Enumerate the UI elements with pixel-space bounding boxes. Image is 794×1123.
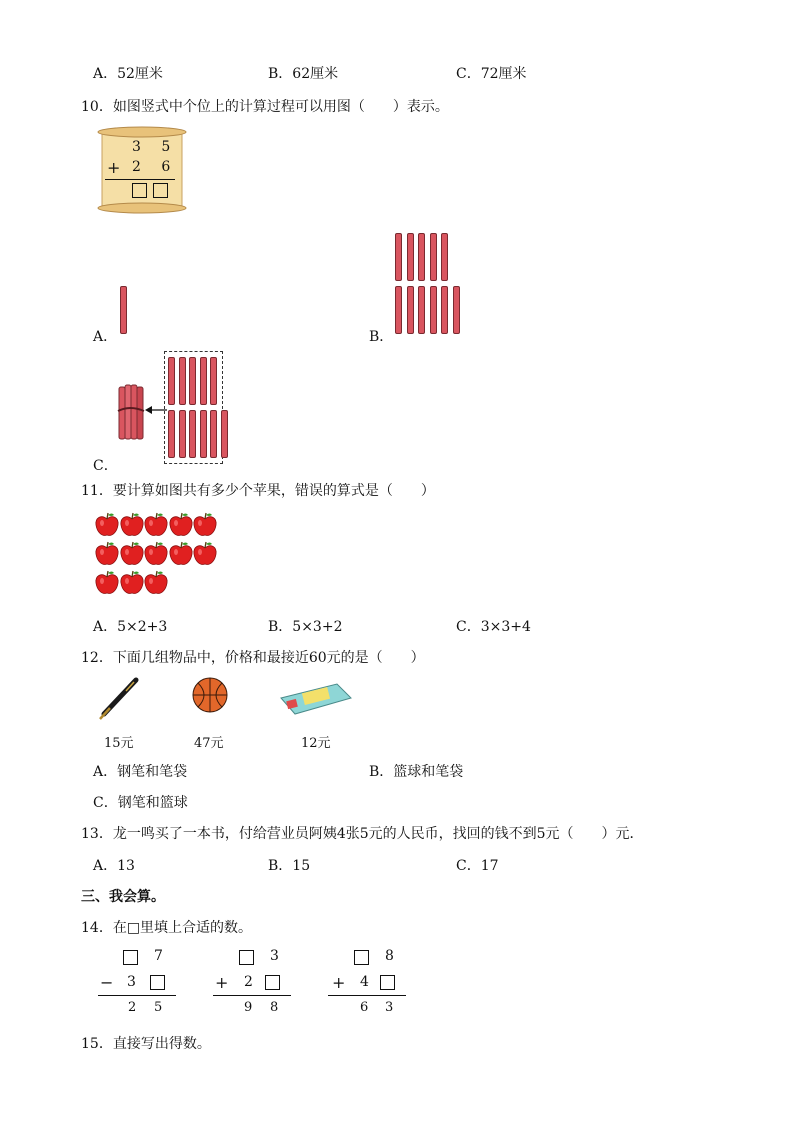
b-stick-bottom [441, 286, 448, 334]
apple-icon [95, 541, 119, 567]
q9-option-b[interactable]: B．62厘米 [268, 66, 339, 82]
b-stick-top [395, 233, 402, 281]
apple-icon [120, 541, 144, 567]
p3-box-tens[interactable] [354, 950, 369, 965]
q12-option-b[interactable]: B．篮球和笔袋 [369, 764, 464, 780]
q15-question: 15．直接写出得数。 [81, 1036, 211, 1052]
q10-option-a[interactable]: A． [93, 329, 118, 345]
q10-question: 10．如图竖式中个位上的计算过程可以用图（ ）表示。 [81, 99, 449, 115]
c-stick-bottom [210, 410, 217, 458]
q11-option-b[interactable]: B．5×3+2 [268, 619, 343, 635]
c-stick-top [210, 357, 217, 405]
scroll-line [105, 179, 175, 180]
p2-top-ones: 3 [270, 948, 279, 964]
scroll-top-number: 3 5 [132, 139, 179, 155]
p3-operator: + [332, 973, 346, 992]
apple-icon [169, 512, 193, 538]
b-stick-bottom [407, 286, 414, 334]
q14-problem-3 [328, 948, 408, 1018]
b-stick-bottom [453, 286, 460, 334]
scroll-plus-sign: + [107, 158, 121, 177]
p1-line [98, 995, 176, 996]
b-stick-bottom [430, 286, 437, 334]
scroll-answer-box-1 [132, 183, 147, 198]
c-stick-bottom [221, 410, 228, 458]
p2-result-tens: 9 [244, 1000, 253, 1015]
b-stick-bottom [395, 286, 402, 334]
q10-option-c[interactable]: C． [93, 458, 118, 474]
bundle-icon [115, 383, 145, 441]
b-stick-top [430, 233, 437, 281]
pen-icon [96, 676, 146, 721]
p2-box-ones[interactable] [265, 975, 280, 990]
q14-problem-1 [98, 948, 178, 1018]
q14-problem-2 [213, 948, 293, 1018]
p1-result-tens: 2 [128, 1000, 137, 1015]
p1-top-ones: 7 [154, 948, 163, 964]
c-stick-top [179, 357, 186, 405]
q10-c-bundle [115, 383, 145, 441]
c-stick-bottom [189, 410, 196, 458]
apple-icon [144, 541, 168, 567]
p1-box-tens[interactable] [123, 950, 138, 965]
pencil-case-price: 12元 [301, 736, 331, 751]
p3-box-ones[interactable] [380, 975, 395, 990]
basketball-icon [191, 676, 231, 716]
c-stick-top [168, 357, 175, 405]
q13-option-c[interactable]: C．17 [456, 858, 499, 874]
apple-icon [144, 512, 168, 538]
apple-icon [120, 512, 144, 538]
c-stick-bottom [200, 410, 207, 458]
q11-option-a[interactable]: A．5×2+3 [93, 619, 168, 635]
scroll-mid-number: 2 6 [132, 159, 179, 175]
q14-question: 14．在□里填上合适的数。 [81, 920, 253, 936]
q13-option-a[interactable]: A．13 [93, 858, 135, 874]
basketball-price: 47元 [194, 736, 224, 751]
p3-result-ones: 3 [385, 1000, 394, 1015]
section-3-title: 三、我会算。 [81, 889, 165, 905]
apple-icon [95, 512, 119, 538]
c-stick-top [200, 357, 207, 405]
q13-question: 13．龙一鸣买了一本书，付给营业员阿姨4张5元的人民币，找回的钱不到5元（ ）元． [81, 826, 644, 842]
p3-mid-tens: 4 [360, 974, 369, 990]
p3-top-ones: 8 [385, 948, 394, 964]
q10-a-stick [120, 286, 127, 334]
p1-mid-tens: 3 [127, 974, 136, 990]
p3-result-tens: 6 [360, 1000, 369, 1015]
b-stick-top [441, 233, 448, 281]
q12-option-a[interactable]: A．钢笔和笔袋 [93, 764, 188, 780]
p2-box-tens[interactable] [239, 950, 254, 965]
q10-option-b[interactable]: B． [369, 329, 394, 345]
pencil-case-icon [277, 676, 353, 720]
c-stick-top [189, 357, 196, 405]
b-stick-top [418, 233, 425, 281]
q12-option-c[interactable]: C．钢笔和篮球 [93, 795, 188, 811]
apple-icon [169, 541, 193, 567]
b-stick-top [407, 233, 414, 281]
p2-line [213, 995, 291, 996]
apple-icon [193, 512, 217, 538]
p2-operator: + [215, 973, 229, 992]
p3-line [328, 995, 406, 996]
q12-question: 12．下面几组物品中，价格和最接近60元的是（ ） [81, 650, 425, 666]
c-stick-bottom [168, 410, 175, 458]
p1-result-ones: 5 [154, 1000, 163, 1015]
apple-icon [144, 570, 168, 596]
q13-option-b[interactable]: B．15 [268, 858, 311, 874]
q11-option-c[interactable]: C．3×3+4 [456, 619, 531, 635]
apple-icon [95, 570, 119, 596]
apple-icon [120, 570, 144, 596]
b-stick-bottom [418, 286, 425, 334]
q9-option-c[interactable]: C．72厘米 [456, 66, 527, 82]
q10-scroll-image [96, 126, 188, 216]
c-stick-bottom [179, 410, 186, 458]
p1-operator: − [100, 973, 114, 992]
pen-price: 15元 [104, 736, 134, 751]
scroll-answer-box-2 [153, 183, 168, 198]
p2-result-ones: 8 [270, 1000, 279, 1015]
p1-box-ones[interactable] [150, 975, 165, 990]
q11-question: 11．要计算如图共有多少个苹果，错误的算式是（ ） [81, 483, 435, 499]
p2-mid-tens: 2 [244, 974, 253, 990]
apple-icon [193, 541, 217, 567]
q9-option-a[interactable]: A．52厘米 [93, 66, 163, 82]
